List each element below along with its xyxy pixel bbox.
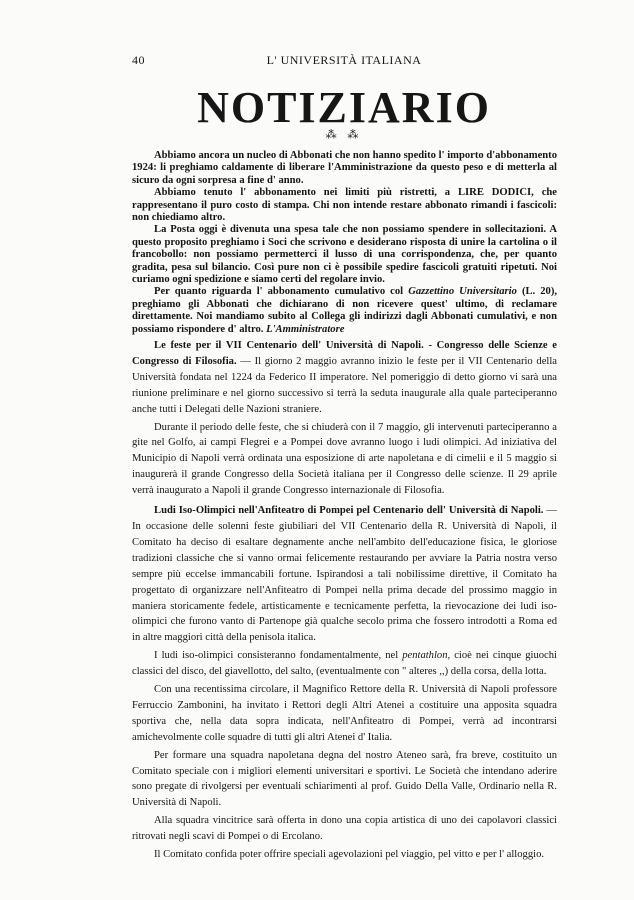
article-paragraph bbox=[132, 648, 557, 680]
article-text: — In occasione delle solenni feste giubiliari del VII Centenario della R. Università di Napoli, il Comitato ha deciso di esaltare degnamente anche nell'ambito dell'educazione fisica, le gloriose tradizioni classiche che si vanno ormai felicemente restaurando per avviare la Patria nostra verso sempre più eccelse immancabili fortune. Ispirandosi a tali nobilissime direttive, il Comitato ha progettato di organizzare nell'Anfiteatro di Pompei nella prima decade del prossimo maggio in maniera storicamente fedele, artisticamente e tecnicamente perfetta, la rievocazione dei ludi iso-olimpici che furono vanto di Partenope già qualche secolo prima che fossero introdotti a Roma ed in altre maggiori città della penisola italica. bbox=[132, 505, 557, 644]
article-body bbox=[132, 338, 557, 865]
article-paragraph: Con una recentissima circolare, il Magnifico Rettore della R. Università di Napoli professore Ferruccio Zambonini, ha invitato i Rettori degli Altri Atenei a costituire una apposita squadra sportiva che, nella data sopra indicata, nell'Anfiteatro di Pompei, verrà ad incontrarsi amichevolmente colle squadre di tutti gli altri Atenei d' Italia. bbox=[132, 684, 557, 743]
page-number: 40 bbox=[132, 53, 145, 67]
notice-text: Per quanto riguarda l' abbonamento cumulativo col bbox=[154, 286, 409, 298]
article-paragraph bbox=[132, 503, 557, 646]
article-paragraph bbox=[132, 338, 557, 418]
article-paragraph: Il Comitato confida poter offrire speciali agevolazioni pel viaggio, pel vitto e per l' alloggio. bbox=[154, 849, 545, 861]
notice-paragraph: Abbiamo ancora un nucleo di Abbonati che non hanno spedito l' importo d'abbonamento 1924: li preghiamo caldamente di liberare l'Amministrazione da questo peso e di metterla al sicuro da ogni sorpresa a fine d' anno. bbox=[132, 150, 557, 186]
journal-title: L' UNIVERSITÀ ITALIANA bbox=[266, 53, 422, 67]
article-paragraph: Per formare una squadra napoletana degna del nostro Ateneo sarà, fra breve, costituito un Comitato speciale con i migliori elementi universitari e sportivi. Le Società che intendano aderire sono pregate di rivolgersi per eventuali schiarimenti al prof. Guido Della Valle, Ordinario nella R. Università di Napoli. bbox=[132, 749, 557, 809]
notice-paragraph: La Posta oggi è divenuta una spesa tale che non possiamo spendere in sollecitazioni. A questo proposito preghiamo i Soci che scrivono e desiderano risposta di unire la cartolina o il francobollo: non possiamo permetterci il lusso di una corrispondenza, che, per quanto gradita, pesa sul bilancio. Così pure non ci è possibile spedire fascicoli gratuiti ripetuti. Noi curiamo ogni spedizione e siamo certi del regolare invio. bbox=[132, 224, 557, 286]
notice-paragraph bbox=[132, 286, 557, 336]
article-text: — Il giorno 2 maggio avranno inizio le feste per il VII Centenario della Università fondata nel 1224 da Federico II imperatore. Nel pomeriggio di detto giorno vi sarà una riunione preliminare e nel giorno successivo si terrà la seduta inaugurale alla quale parteciperanno anche tutti i Delegati delle Nazioni straniere. bbox=[132, 355, 557, 415]
article-paragraph: Alla squadra vincitrice sarà offerta in dono una copia artistica di uno dei capolavori classici ritrovati negli scavi di Pompei o di Ercolano. bbox=[132, 815, 557, 843]
article-text: cioè nei cinque giuochi classici del disco, del giavellotto, del salto, (eventualmente con " alteres ,,) della corsa, della lotta. bbox=[132, 650, 557, 678]
article-heading: Le feste per il VII Centenario dell' Università di Napoli. - Congresso delle Scienze e Congresso di Filosofia. bbox=[132, 340, 557, 367]
ornament: ⁂ ⁂ bbox=[325, 129, 363, 141]
article-heading: Ludi Iso-Olimpici nell'Anfiteatro di Pompei pel Centenario dell' Università di Napoli. bbox=[154, 505, 544, 517]
newspaper-name: Gazzettino Universitario bbox=[408, 286, 517, 298]
subscription-notice bbox=[132, 150, 557, 336]
notice-paragraph: Abbiamo tenuto l' abbonamento nei limiti più ristretti, a LIRE DODICI, che rappresentano il puro costo di stampa. Chi non intende restare abbonato rimandi i fascicoli: non chiediamo altro. bbox=[132, 187, 557, 224]
signature: L'Amministratore bbox=[266, 323, 345, 335]
emphasis: pentathlon, bbox=[402, 650, 451, 662]
article-text: I ludi iso-olimpici consisteranno fondamentalmente, nel bbox=[154, 650, 403, 662]
running-header bbox=[132, 53, 556, 69]
notice-text: (L. 20), preghiamo gli Abbonati che dichiarano di non ricevere quest' ultimo, di reclamare direttamente. Noi mandiamo subito al Collega gli indirizzi dagli Abbonati cumulativi, e non possiamo rispondere d' altro. bbox=[132, 286, 558, 335]
article-paragraph: Durante il periodo delle feste, che si chiuderà con il 7 maggio, gli intervenuti parteciperanno a gite nel Golfo, ai campi Flegrei e a Pompei dove avranno luogo i ludi olimpici. Ad iniziativa del Municipio di Napoli verrà ordinata una esposizione di arte napoletana e di cimelii e il 5 maggio si inaugurerà il grande Congresso della Società italiana per il Congresso delle scienze. Il 29 aprile verrà inaugurato a Napoli il grande Congresso internazionale di Filosofia. bbox=[132, 421, 557, 497]
section-title: NOTIZIARIO bbox=[197, 83, 491, 132]
